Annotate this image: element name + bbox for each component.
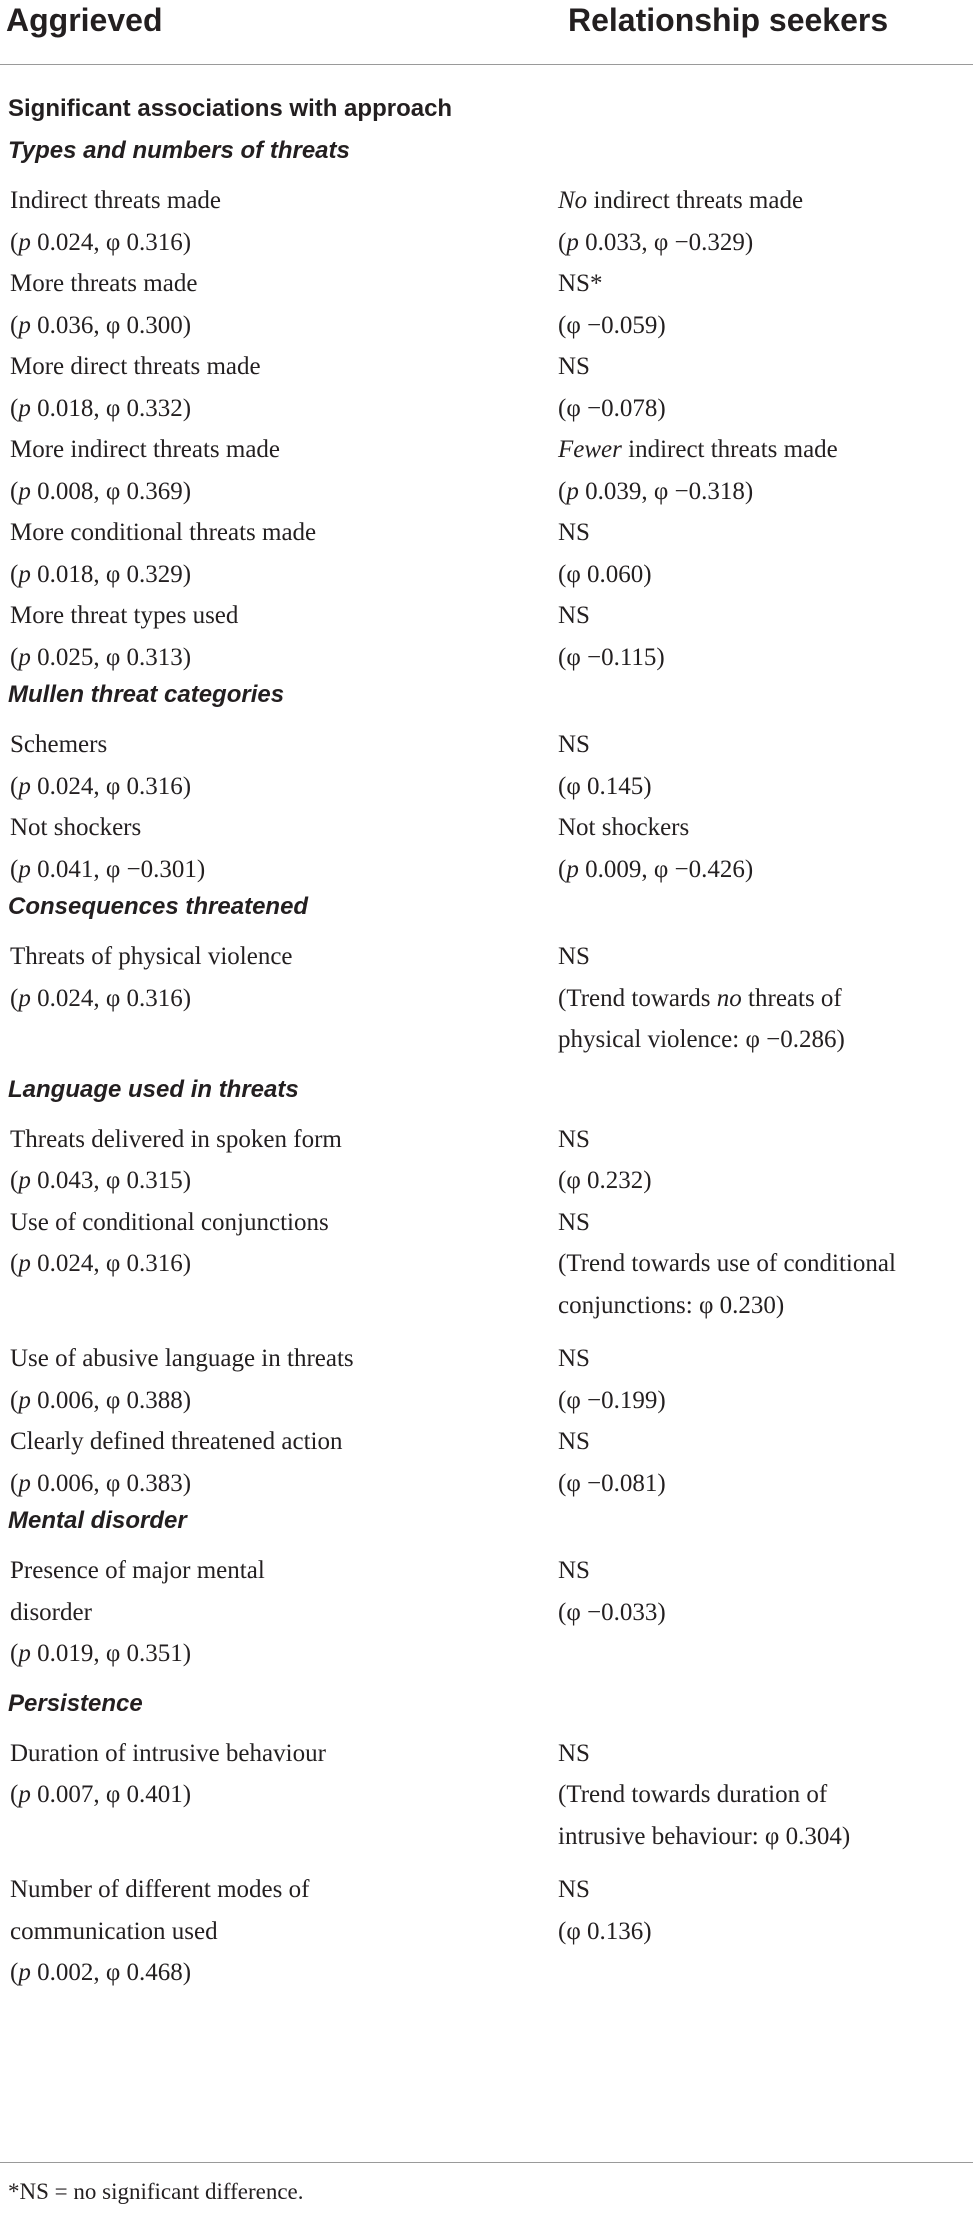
- cell-line: [10, 1774, 558, 1816]
- cell-line: [558, 766, 973, 808]
- cell-line: [10, 1633, 558, 1675]
- text-run: NS: [558, 602, 590, 629]
- text-run: NS: [558, 1345, 590, 1372]
- text-run: Indirect threats made: [10, 187, 222, 214]
- text-run: (φ 0.060): [558, 560, 652, 588]
- text-run: p: [566, 855, 579, 883]
- text-run: (: [10, 1250, 19, 1277]
- text-run: p: [18, 643, 31, 671]
- aggrieved-cell: [10, 346, 558, 429]
- text-run: (: [10, 855, 19, 883]
- aggrieved-cell: [10, 429, 558, 512]
- text-run: (φ −0.078): [558, 394, 666, 422]
- cell-line: [558, 807, 973, 849]
- text-run: p: [566, 228, 579, 256]
- text-run: (Trend towards use of conditional: [558, 1250, 896, 1277]
- cell-line: [10, 1952, 558, 1994]
- text-run: NS: [558, 1557, 590, 1584]
- text-run: (: [10, 772, 19, 800]
- cell-line: [10, 305, 558, 347]
- text-run: no: [716, 984, 742, 1012]
- aggrieved-cell: [10, 1202, 558, 1339]
- cell-line: [558, 1243, 973, 1285]
- text-run: (φ −0.059): [558, 311, 666, 339]
- cell-line: [558, 222, 973, 264]
- text-run: NS: [558, 943, 590, 970]
- text-run: 0.036, φ 0.300): [30, 311, 192, 339]
- text-run: Schemers: [10, 731, 108, 758]
- relationship-seekers-cell: [558, 512, 973, 595]
- cell-line: [558, 1380, 973, 1422]
- text-run: threats of: [741, 984, 842, 1012]
- table-row: [0, 936, 973, 1073]
- footnote: *NS = no significant difference.: [0, 2162, 973, 2207]
- text-run: indirect threats made: [587, 187, 804, 214]
- cell-line: [558, 1421, 973, 1463]
- table-row: [0, 512, 973, 595]
- cell-line: [558, 512, 973, 554]
- text-run: (: [10, 560, 19, 588]
- text-run: p: [566, 477, 579, 505]
- aggrieved-cell: [10, 180, 558, 263]
- text-run: NS: [558, 519, 590, 546]
- text-run: p: [18, 1959, 31, 1986]
- table-row: [0, 1338, 973, 1421]
- table-row: [0, 807, 973, 890]
- table-row: [0, 1202, 973, 1339]
- cell-line: [558, 1592, 973, 1634]
- cell-line: [558, 1869, 973, 1911]
- significant-associations-heading: Significant associations with approach: [8, 95, 453, 122]
- table-row: [0, 1550, 973, 1687]
- text-run: (: [558, 228, 567, 256]
- text-run: p: [18, 1167, 31, 1194]
- text-run: (φ 0.145): [558, 772, 652, 800]
- relationship-seekers-cell: [558, 1338, 973, 1421]
- text-run: (φ −0.115): [558, 643, 665, 671]
- text-run: (: [10, 394, 19, 422]
- table-row: [0, 1119, 973, 1202]
- aggrieved-cell: [10, 936, 558, 1073]
- text-run: (φ 0.136): [558, 1917, 652, 1945]
- cell-line: [10, 1338, 558, 1380]
- relationship-seekers-cell: [558, 724, 973, 807]
- cell-line: [558, 263, 973, 305]
- cell-line: [10, 1119, 558, 1161]
- cell-line: [10, 1202, 558, 1244]
- cell-line: [558, 936, 973, 978]
- cell-line: [558, 978, 973, 1020]
- text-run: (: [10, 643, 19, 671]
- text-run: 0.018, φ 0.329): [30, 560, 192, 588]
- cell-line: [558, 595, 973, 637]
- text-run: NS: [558, 1876, 590, 1903]
- cell-line: [558, 346, 973, 388]
- table-header: [0, 0, 973, 65]
- text-run: 0.024, φ 0.316): [30, 984, 192, 1012]
- table-body: [0, 64, 973, 2006]
- text-run: More indirect threats made: [10, 436, 281, 463]
- text-run: (φ 0.232): [558, 1167, 652, 1194]
- text-run: Threats delivered in spoken form: [10, 1125, 342, 1153]
- cell-line: [558, 180, 973, 222]
- column-header-aggrieved: Aggrieved: [6, 2, 163, 38]
- cell-line: [558, 1816, 973, 1858]
- relationship-seekers-cell: [558, 936, 973, 1073]
- cell-line: [10, 807, 558, 849]
- text-run: intrusive behaviour: φ 0.304): [558, 1822, 851, 1850]
- text-run: NS: [558, 1125, 590, 1153]
- text-run: p: [18, 311, 31, 339]
- text-run: 0.024, φ 0.316): [30, 1250, 192, 1277]
- cell-line: [558, 1019, 973, 1061]
- text-run: Clearly defined threatened action: [10, 1428, 343, 1455]
- cell-line: [10, 471, 558, 513]
- cell-line: [10, 222, 558, 264]
- relationship-seekers-cell: [558, 346, 973, 429]
- text-run: More threats made: [10, 270, 198, 297]
- text-run: physical violence: φ −0.286): [558, 1026, 845, 1053]
- text-run: 0.006, φ 0.388): [30, 1386, 192, 1414]
- cell-line: [558, 1733, 973, 1775]
- aggrieved-cell: [10, 512, 558, 595]
- text-run: Use of conditional conjunctions: [10, 1208, 329, 1236]
- table-row: [0, 429, 973, 512]
- cell-line: [10, 724, 558, 766]
- cell-line: [558, 305, 973, 347]
- text-run: (: [558, 477, 567, 505]
- relationship-seekers-cell: [558, 1733, 973, 1870]
- section-heading: Mullen threat categories: [8, 681, 285, 708]
- text-run: p: [18, 1386, 31, 1414]
- text-run: (: [10, 1167, 19, 1194]
- cell-line: [10, 637, 558, 679]
- text-run: 0.039, φ −0.318): [578, 477, 754, 505]
- table-row: [0, 180, 973, 263]
- text-run: p: [18, 477, 31, 505]
- text-run: NS: [558, 1428, 590, 1455]
- cell-line: [10, 1463, 558, 1505]
- section-heading: Consequences threatened: [8, 893, 309, 920]
- relationship-seekers-cell: [558, 1202, 973, 1339]
- cell-line: [558, 849, 973, 891]
- text-run: p: [18, 984, 31, 1012]
- text-run: p: [18, 560, 31, 588]
- text-run: NS: [558, 731, 590, 758]
- text-run: (: [10, 477, 19, 505]
- cell-line: [558, 1338, 973, 1380]
- cell-line: [558, 1202, 973, 1244]
- cell-line: [558, 429, 973, 471]
- text-run: 0.024, φ 0.316): [30, 772, 192, 800]
- cell-line: [10, 849, 558, 891]
- text-run: communication used: [10, 1917, 218, 1945]
- cell-line: [10, 595, 558, 637]
- cell-line: [10, 1733, 558, 1775]
- text-run: (: [10, 311, 19, 339]
- cell-line: [558, 554, 973, 596]
- cell-line: [10, 978, 558, 1020]
- text-run: p: [18, 1469, 31, 1497]
- cell-line: [10, 1160, 558, 1202]
- text-run: NS: [558, 353, 590, 380]
- aggrieved-cell: [10, 263, 558, 346]
- text-run: No: [558, 187, 588, 214]
- cell-line: [558, 637, 973, 679]
- text-run: (: [10, 1469, 19, 1497]
- aggrieved-cell: [10, 724, 558, 807]
- text-run: (φ −0.033): [558, 1598, 666, 1626]
- cell-line: [10, 1380, 558, 1422]
- text-run: (Trend towards: [558, 984, 717, 1012]
- text-run: 0.009, φ −0.426): [578, 855, 754, 883]
- text-run: indirect threats made: [621, 436, 838, 463]
- text-run: p: [18, 855, 31, 883]
- text-run: (: [10, 1386, 19, 1414]
- table-row: [0, 595, 973, 678]
- cell-line: [10, 180, 558, 222]
- relationship-seekers-cell: [558, 429, 973, 512]
- cell-line: [10, 554, 558, 596]
- cell-line: [10, 512, 558, 554]
- text-run: p: [18, 394, 31, 422]
- aggrieved-cell: [10, 595, 558, 678]
- text-run: 0.025, φ 0.313): [30, 643, 192, 671]
- aggrieved-cell: [10, 1338, 558, 1421]
- text-run: 0.018, φ 0.332): [30, 394, 192, 422]
- section-heading: Types and numbers of threats: [8, 137, 350, 164]
- text-run: conjunctions: φ 0.230): [558, 1291, 785, 1319]
- text-run: 0.002, φ 0.468): [30, 1959, 192, 1986]
- cell-line: [558, 388, 973, 430]
- text-run: 0.007, φ 0.401): [30, 1781, 192, 1808]
- text-run: (: [10, 228, 19, 256]
- text-run: Number of different modes of: [10, 1876, 310, 1903]
- table-row: [0, 724, 973, 807]
- relationship-seekers-cell: [558, 807, 973, 890]
- table-row: [0, 1869, 973, 2006]
- text-run: Fewer: [558, 436, 622, 463]
- aggrieved-cell: [10, 807, 558, 890]
- aggrieved-cell: [10, 1869, 558, 2006]
- cell-line: [10, 766, 558, 808]
- table-row: [0, 346, 973, 429]
- relationship-seekers-cell: [558, 595, 973, 678]
- cell-line: [10, 263, 558, 305]
- text-run: Use of abusive language in threats: [10, 1345, 354, 1372]
- table-row: [0, 263, 973, 346]
- text-run: More conditional threats made: [10, 519, 317, 546]
- aggrieved-cell: [10, 1550, 558, 1687]
- text-run: 0.024, φ 0.316): [30, 228, 192, 256]
- cell-line: [10, 1592, 558, 1634]
- column-header-relationship-seekers: Relationship seekers: [568, 2, 889, 38]
- cell-line: [10, 346, 558, 388]
- text-run: p: [18, 1250, 31, 1277]
- relationship-seekers-cell: [558, 1550, 973, 1687]
- cell-line: [558, 471, 973, 513]
- section-heading: Persistence: [8, 1689, 143, 1717]
- cell-line: [558, 1774, 973, 1816]
- text-run: More direct threats made: [10, 353, 261, 380]
- text-run: 0.041, φ −0.301): [30, 855, 206, 883]
- text-run: (Trend towards duration of: [558, 1781, 828, 1808]
- cell-line: [10, 1421, 558, 1463]
- relationship-seekers-cell: [558, 263, 973, 346]
- text-run: NS: [558, 1739, 590, 1767]
- text-run: Duration of intrusive behaviour: [10, 1739, 326, 1767]
- cell-line: [558, 1463, 973, 1505]
- table-row: [0, 1733, 973, 1870]
- cell-line: [10, 388, 558, 430]
- section-heading: Mental disorder: [8, 1507, 187, 1534]
- table-row: [0, 1421, 973, 1504]
- cell-line: [10, 1243, 558, 1285]
- text-run: (φ −0.199): [558, 1386, 666, 1414]
- text-run: NS: [558, 1208, 590, 1236]
- text-run: p: [18, 1781, 31, 1808]
- cell-line: [558, 1550, 973, 1592]
- cell-line: [558, 724, 973, 766]
- text-run: (: [10, 1959, 19, 1986]
- text-run: (φ −0.081): [558, 1469, 666, 1497]
- text-run: Presence of major mental: [10, 1557, 265, 1584]
- cell-line: [10, 1911, 558, 1953]
- cell-line: [10, 1550, 558, 1592]
- relationship-seekers-cell: [558, 1869, 973, 2006]
- text-run: p: [18, 772, 31, 800]
- text-run: (: [10, 1640, 19, 1667]
- text-run: p: [18, 228, 31, 256]
- cell-line: [10, 429, 558, 471]
- text-run: More threat types used: [10, 602, 239, 629]
- cell-line: [558, 1119, 973, 1161]
- text-run: (: [558, 855, 567, 883]
- aggrieved-cell: [10, 1733, 558, 1870]
- cell-line: [558, 1160, 973, 1202]
- text-run: 0.019, φ 0.351): [30, 1640, 192, 1667]
- text-run: (: [10, 1781, 19, 1808]
- section-heading: Language used in threats: [8, 1075, 299, 1103]
- text-run: disorder: [10, 1598, 92, 1626]
- text-run: 0.043, φ 0.315): [30, 1167, 192, 1194]
- text-run: 0.033, φ −0.329): [578, 228, 754, 256]
- aggrieved-cell: [10, 1119, 558, 1202]
- text-run: (: [10, 984, 19, 1012]
- cell-line: [10, 936, 558, 978]
- cell-line: [10, 1869, 558, 1911]
- relationship-seekers-cell: [558, 180, 973, 263]
- text-run: Not shockers: [558, 814, 690, 841]
- text-run: NS*: [558, 270, 603, 297]
- relationship-seekers-cell: [558, 1119, 973, 1202]
- aggrieved-cell: [10, 1421, 558, 1504]
- text-run: Not shockers: [10, 814, 142, 841]
- relationship-seekers-cell: [558, 1421, 973, 1504]
- cell-line: [558, 1911, 973, 1953]
- text-run: 0.008, φ 0.369): [30, 477, 192, 505]
- cell-line: [558, 1285, 973, 1327]
- text-run: p: [18, 1640, 31, 1667]
- text-run: Threats of physical violence: [10, 943, 293, 970]
- text-run: 0.006, φ 0.383): [30, 1469, 192, 1497]
